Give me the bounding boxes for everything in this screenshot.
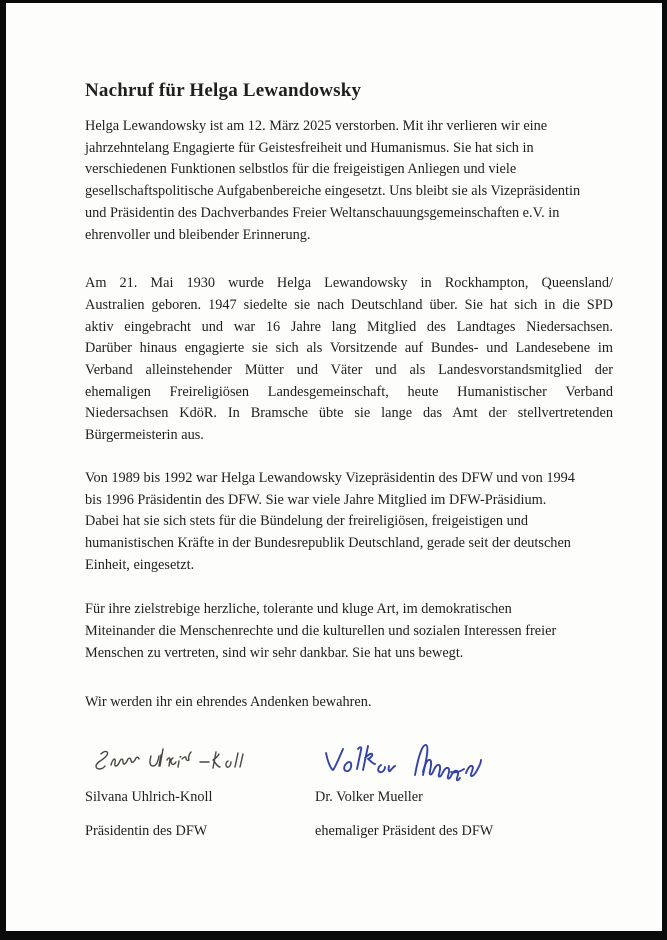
text-line: Verband alleinstehender Mütter und Väter und als Landesvorstandsmitglied der (85, 362, 613, 379)
text-line: Einheit, eingesetzt. (85, 556, 195, 573)
text-line: aktiv eingebracht und war 16 Jahre lang Mitglied des Landtages Niedersachsen. (85, 318, 613, 335)
text-line: Helga Lewandowsky ist am 12. März 2025 verstorben. Mit ihr verlieren wir eine (85, 118, 548, 134)
text-line: humanistischen Kräfte in der Bundesrepublik Deutschland, gerade seit der deutschen (85, 534, 571, 551)
paragraph-gratitude (85, 599, 613, 664)
text-line: Australien geboren. 1947 siedelte sie nach Deutschland über. Sie hat sich in die SPD (85, 296, 613, 313)
text-line: Bürgermeisterin aus. (85, 427, 204, 444)
text-line: Miteinander die Menschenrechte und die kulturellen und sozialen Interessen freier (85, 623, 557, 640)
handwritten-signature-volker-mueller (315, 733, 613, 786)
text-line: Wir werden ihr ein ehrendes Andenken bewahren. (85, 694, 372, 711)
paragraph-dfw-offices (85, 468, 613, 577)
text-line: gesellschaftspolitische Aufgabenbereiche eingesetzt. Uns bleibt sie als Vizepräsidentin (85, 183, 581, 200)
text-line: bis 1996 Präsidentin des DFW. Sie war viele Jahre Mitglied im DFW-Präsidium. (85, 491, 547, 508)
signatory-name-volker: Dr. Volker Mueller (315, 789, 423, 806)
signature-ink-volker-icon (320, 735, 488, 787)
document-title: Nachruf für Helga Lewandowsky (85, 80, 362, 101)
text-line: Menschen zu vertreten, sind wir sehr dankbar. Sie hat uns bewegt. (85, 644, 464, 661)
signature-block (85, 733, 613, 842)
text-line: Dabei hat sie sich stets für die Bündelung der freireligiösen, freigeistigen und (85, 513, 529, 530)
signature-column-silvana-uhlrich-knoll (85, 733, 315, 842)
paragraph-obituary-intro (85, 116, 613, 246)
text-line: Darüber hinaus engagierte sie sich als Vorsitzende auf Bundes- und Landesebene im (85, 340, 613, 357)
text-line: verschiedenen Funktionen selbstlos für die freigeistigen Anliegen und viele (85, 161, 517, 178)
text-line: jahrzehntelang Engagierte für Geistesfreiheit und Humanismus. Sie hat sich in (85, 139, 534, 156)
text-line: Niedersachsen KdöR. In Bramsche übte sie lange das Amt der stellvertretenden (85, 405, 613, 422)
text-line: Am 21. Mai 1930 wurde Helga Lewandowsky in Rockhampton, Queensland/ (85, 275, 613, 292)
text-line: Für ihre zielstrebige herzliche, tolerante und kluge Art, im demokratischen (85, 601, 512, 618)
signatory-role-silvana: Präsidentin des DFW (85, 823, 208, 840)
text-line: ehrenvoller und bleibender Erinnerung. (85, 226, 311, 243)
text-line: Von 1989 bis 1992 war Helga Lewandowsky Vizepräsidentin des DFW und von 1994 (85, 469, 575, 486)
page-content (6, 3, 662, 931)
paragraph-biography (85, 273, 613, 447)
signature-ink-silvana-icon (87, 745, 247, 779)
paragraph-closing (85, 692, 613, 714)
text-line: und Präsidentin des Dachverbandes Freier Weltanschauungsgemeinschaften e.V. in (85, 204, 560, 221)
signature-column-volker-mueller (315, 733, 613, 842)
handwritten-signature-silvana-uhlrich-knoll (85, 733, 315, 786)
signatory-name-silvana: Silvana Uhlrich-Knoll (85, 789, 213, 806)
body-paragraphs (85, 116, 613, 714)
text-line: ehemaligen Freireligiösen Landesgemeinschaft, heute Humanistischer Verband (85, 383, 613, 400)
signatory-role-volker: ehemaliger Präsident des DFW (315, 823, 494, 840)
